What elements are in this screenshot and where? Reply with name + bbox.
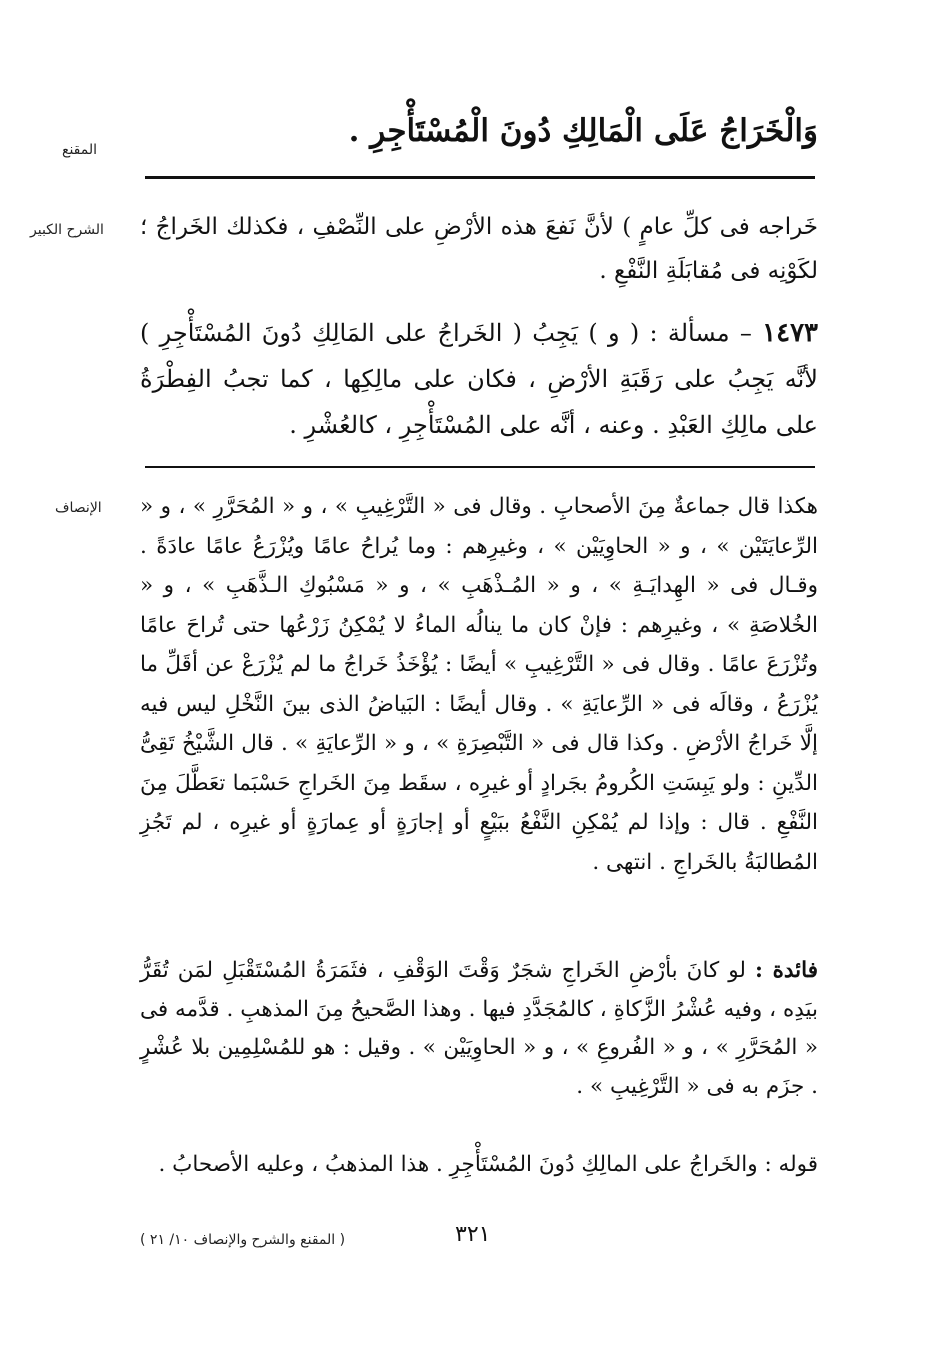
middle-divider [145,466,815,468]
side-label-muqni: المقنع [62,142,98,158]
page-number: ٣٢١ [455,1222,491,1247]
masala-text: – مسألة : ( و ) يَجِبُ ( الخَراجُ على المَالِكِ دُونَ المُسْتَأْجِرِ ) لأنَّه يَجِبُ على رَقَبَةِ الأرْضِ ، فكان على مالِكِها ، كما تجبُ الفِطْرَةُ على مالِكِ العَبْدِ . وعنه ، أنَّه على المُسْتَأْجِرِ ، كالعُشْرِ . [140,319,818,439]
matn-line: وَالْخَرَاجُ عَلَى الْمَالِكِ دُونَ الْمُسْتَأْجِرِ . [348,113,818,149]
volume-reference: ( المقنع والشرح والإنصاف ١٠/ ٢١ ) [140,1232,346,1248]
qawl-paragraph [140,1146,818,1184]
side-label-sharh: الشرح الكبير [30,222,104,238]
sharh-masala [140,310,818,448]
masala-paragraph [140,310,818,448]
faida-text: لو كانَ بأرْضِ الخَراجِ شجَرٌ وَقْتَ الوَقْفِ ، فثَمَرَةُ المُسْتَقْبَلِ لمَن تُقَرُّ بيَدِه ، وفيه عُشْرُ الزَّكاةِ ، كالمُجَدَّدِ فيها . وهذا الصَّحيحُ مِنَ المذهبِ . قدَّمه فى « المُحَرَّرِ » ، و « الفُروعِ » ، و « الحاوِيَيْن » . وقيل : هو للمُسْلِمِين بلا عُشْرٍ . جزَم به فى « التَّرْغِيبِ » . [140,958,818,1099]
sharh-intro [140,205,818,293]
top-divider [145,176,815,179]
faida-label: فائدة : [755,958,818,983]
insaf-paragraph-1 [140,487,818,882]
muqni-text [140,108,818,154]
faida-text-wrap [140,952,818,1106]
qawl-text: قوله : والخَراجُ على المالِكِ دُونَ المُسْتَأْجِرِ . هذا المذهبُ ، وعليه الأصحابُ . [158,1152,818,1177]
masala-number: ١٤٧٣ [762,318,818,348]
side-label-insaf: الإنصاف [55,500,102,516]
faida-paragraph [140,952,818,1106]
insaf-text: هكذا قال جماعةٌ مِنَ الأصحابِ . وقال فى « التَّرْغِيبِ » ، و « المُحَرَّرِ » ، و « الرِّعايَتَيْن » ، و « الحاوِيَيْن » ، وغيرِهم : وما يُراحُ عامًا ويُزْرَعُ عامًا عادَةً . وقـال فى « الهِدايَـةِ » ، و « المُـذْهَبِ » ، و « مَسْبُوكِ الـذَّهَبِ » ، و « الخُلاصَةِ » ، وغيرِهم : فإنْ كان ما ينالُه الماءُ لا يُمْكِنُ زَرْعُها حتى تُراحَ عامًا وتُزْرَعَ عامًا . وقال فى « التَّرْغِيبِ » أيضًا : يُؤْخَذُ خَراجُ ما لم يُزْرَعْ عن أقَلِّ ما يُزْرَعُ ، وقالَه فى « الرِّعايَةِ » . وقال أيضًا : البَياضُ الذى بينَ النَّخْلِ ليس فيه إلَّا خَراجُ الأرْضِ . وكذا قال فى « التَّبْصِرَةِ » ، و « الرِّعايَةِ » . قال الشَّيْخُ تَقِىُّ الدِّينِ : ولو يَبِسَتِ الكُرومُ بجَرادٍ أو غيرِه ، سقَط مِنَ الخَراجِ حَسْبَما تعَطَّلَ مِنَ النَّفْعِ . قال : وإذا لم يُمْكِنِ النَّفْعُ ببَيْعٍ أو إجارَةٍ أو عِمارَةٍ أو غيرِه ، لم تَجُزِ المُطالبَةُ بالخَراجِ . انتهى . [140,494,818,875]
sharh-intro-text: خَراجه فى كلِّ عامٍ ) لأنَّ نَفعَ هذه الأرْضِ على النِّصْفِ ، فكذلك الخَراجُ ؛ لكَوْنِه فى مُقابَلَةِ النَّفْعِ . [140,214,818,284]
